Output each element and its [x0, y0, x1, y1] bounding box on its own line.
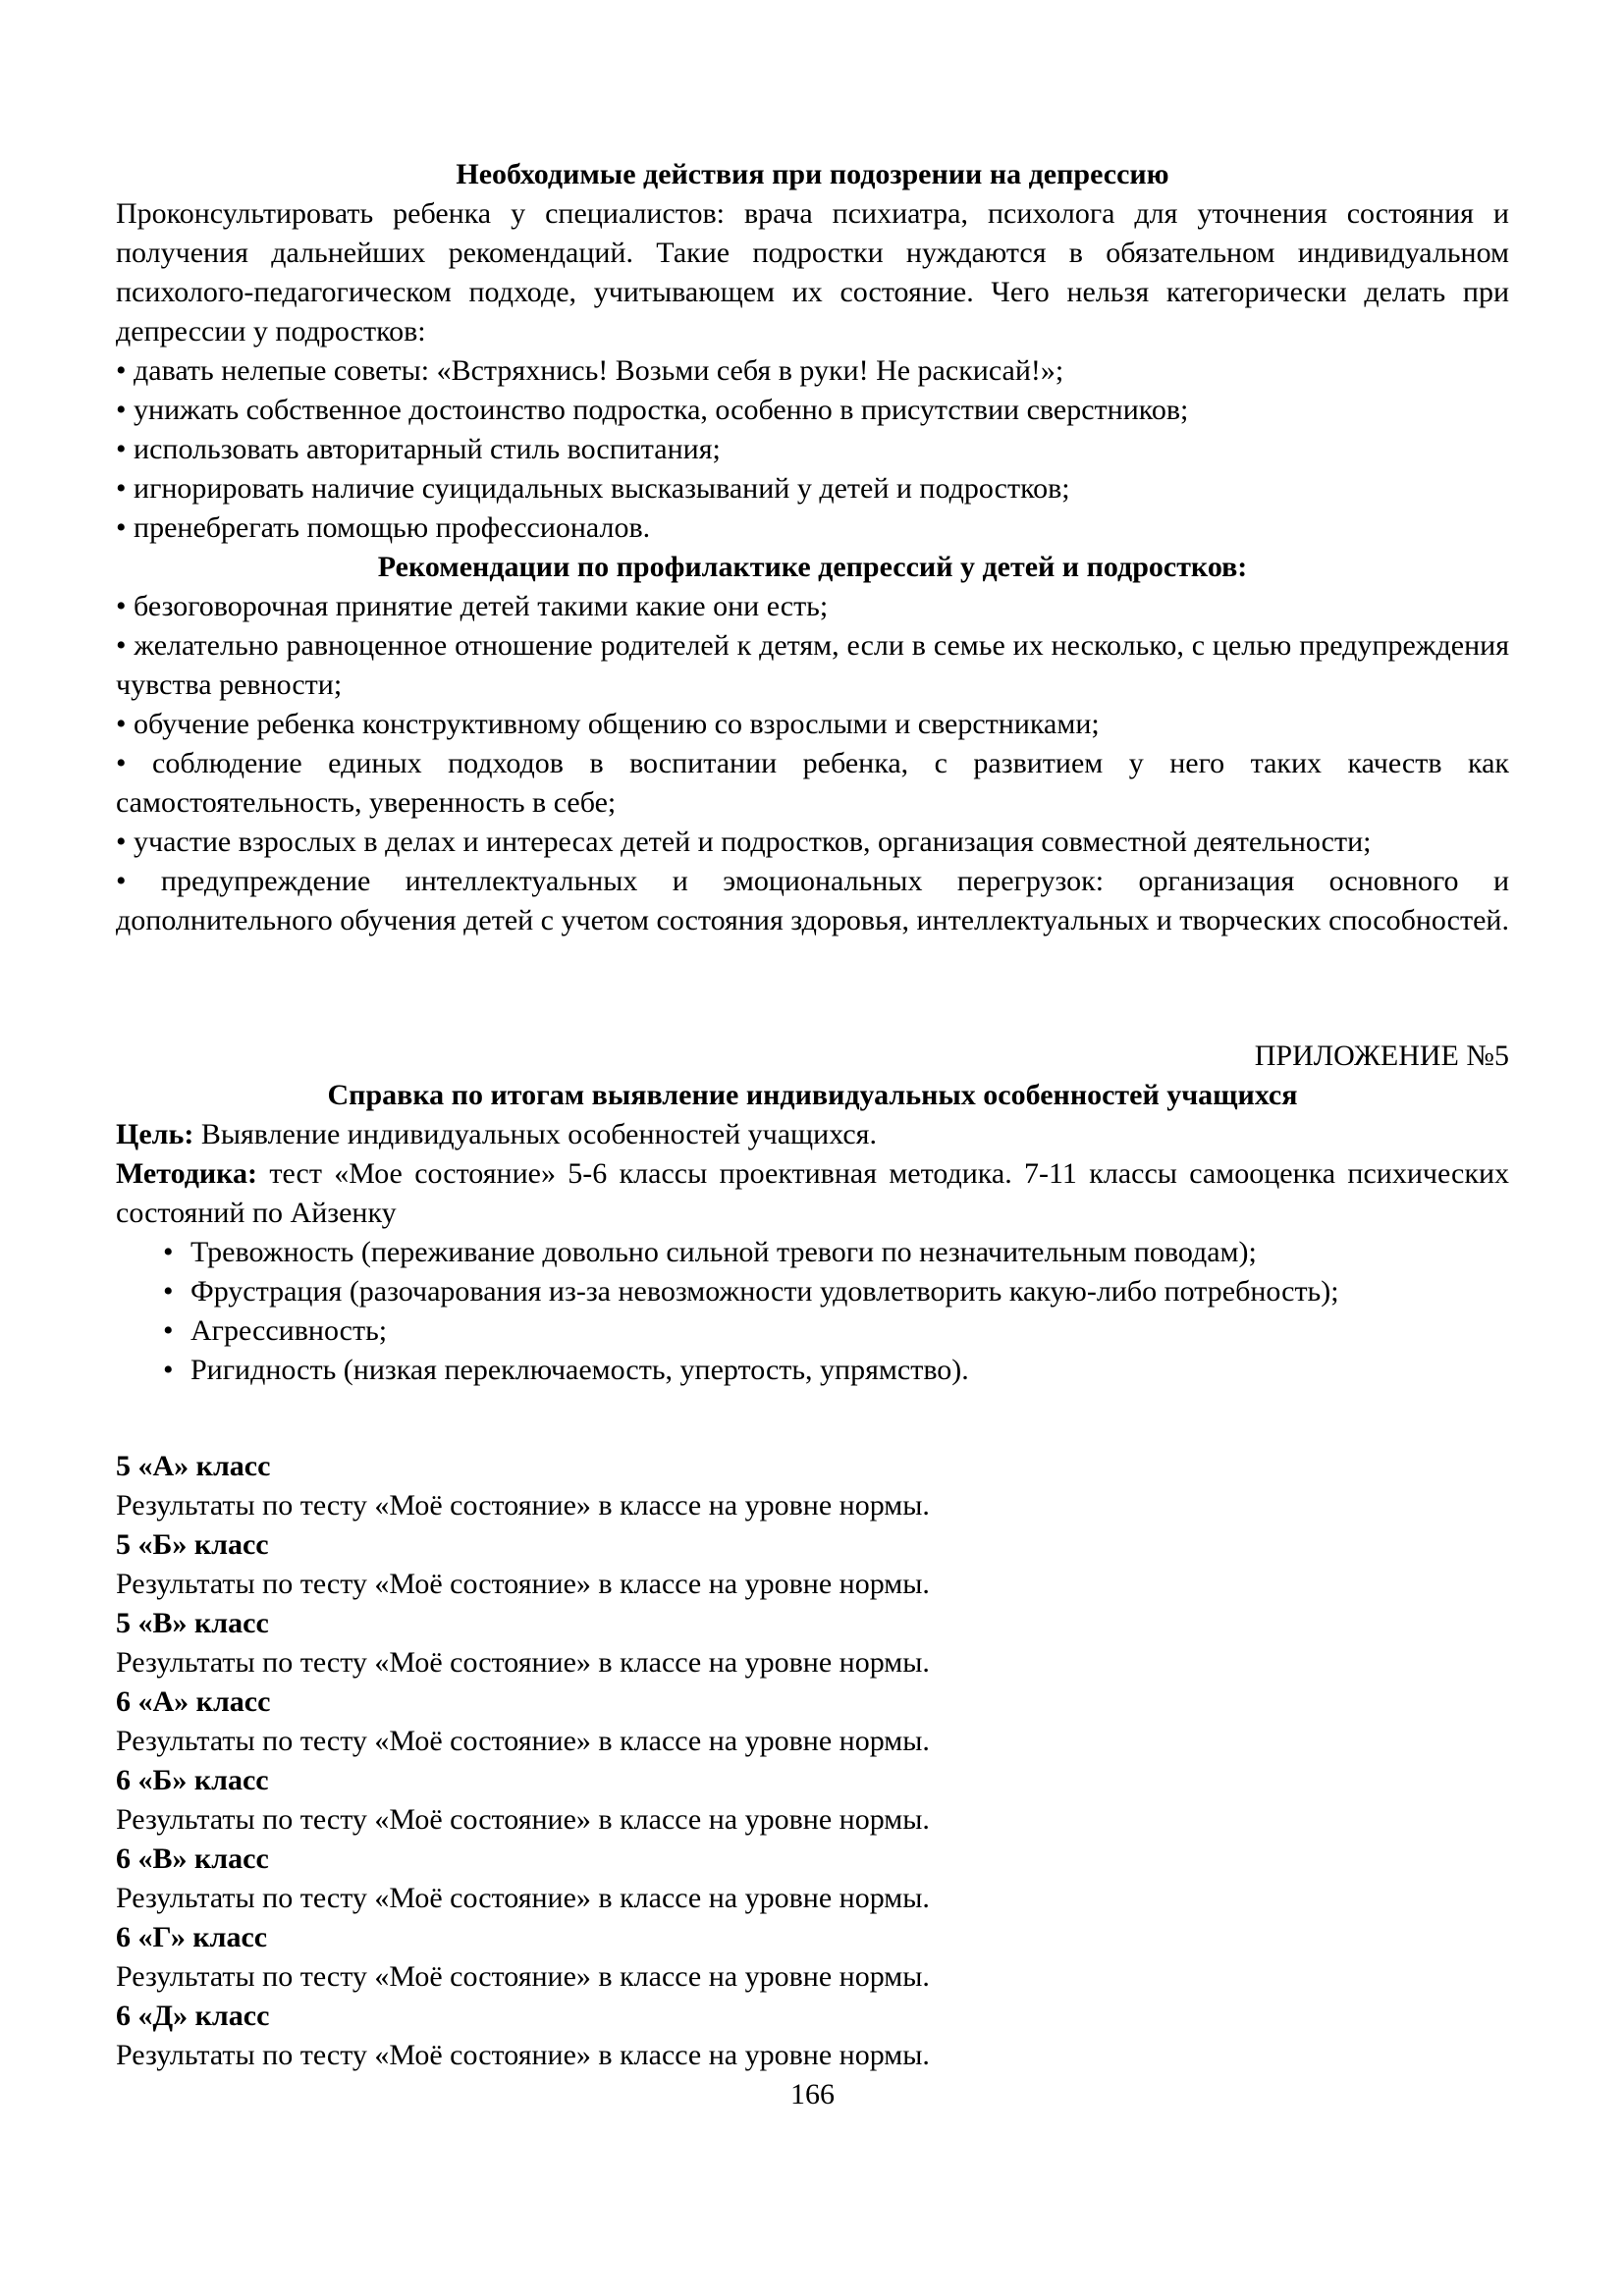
bullet-text: Ригидность (низкая переключаемость, упертость, упрямство).: [190, 1354, 969, 1386]
bullet-marker: •: [116, 394, 127, 426]
bullet-marker: •: [116, 433, 127, 465]
class-name: 6 «Г» класс: [116, 1921, 268, 1953]
bullet-item: [116, 508, 1509, 548]
bullet-marker: •: [116, 511, 127, 544]
bullet-marker: •: [116, 865, 127, 897]
bullet-marker: •: [163, 1314, 174, 1347]
bullet-marker: •: [116, 708, 127, 740]
bullet-marker: •: [163, 1354, 174, 1386]
section1-title: Необходимые действия при подозрении на депрессию: [456, 158, 1169, 190]
vertical-spacer: [116, 940, 1509, 1037]
class-name: 6 «Б» класс: [116, 1764, 269, 1796]
bullet-marker: •: [163, 1275, 174, 1308]
method-text: тест «Мое состояние» 5-6 классы проективная методика. 7-11 классы самооценка психических состояний по Айзенку: [116, 1157, 1509, 1229]
bullet-text: соблюдение единых подходов в воспитании ребенка, с развитием у него таких качеств как самостоятельность, уверенность в себе;: [116, 747, 1509, 819]
page-number: 166: [790, 2078, 835, 2110]
bullet-text: предупреждение интеллектуальных и эмоциональных перегрузок: организация основного и дополнительного обучения детей с учетом состояния здоровья, интеллектуальных и творческих способностей.: [116, 865, 1510, 936]
appendix-title: Справка по итогам выявление индивидуальных особенностей учащихся: [327, 1079, 1298, 1111]
bullet-text: Тревожность (переживание довольно сильной тревоги по незначительным поводам);: [190, 1236, 1257, 1268]
bullet-text: использовать авторитарный стиль воспитания;: [134, 433, 721, 465]
bullet-item: [116, 469, 1509, 508]
class-result: Результаты по тесту «Моё состояние» в классе на уровне нормы.: [116, 2039, 930, 2071]
class-result: Результаты по тесту «Моё состояние» в классе на уровне нормы.: [116, 1489, 930, 1522]
class-result: Результаты по тесту «Моё состояние» в классе на уровне нормы.: [116, 1568, 930, 1600]
bullet-text: давать нелепые советы: «Встряхнись! Возьми себя в руки! Не раскисай!»;: [134, 354, 1064, 387]
bullet-text: Фрустрация (разочарования из-за невозможности удовлетворить какую-либо потребность);: [190, 1275, 1339, 1308]
class-name: 5 «В» класс: [116, 1607, 269, 1639]
bullet-item: [116, 430, 1509, 469]
appendix-bullet-item: [116, 1351, 1509, 1390]
bullet-item: [116, 705, 1509, 744]
bullet-item: [116, 823, 1509, 862]
bullet-marker: •: [116, 629, 127, 662]
appendix-bullet-item: [116, 1233, 1509, 1272]
bullet-marker: •: [116, 826, 127, 858]
appendix-bullet-item: [116, 1311, 1509, 1351]
bullet-marker: •: [163, 1236, 174, 1268]
class-result: Результаты по тесту «Моё состояние» в классе на уровне нормы.: [116, 1803, 930, 1836]
section1-intro-paragraph: Проконсультировать ребенка у специалистов: врача психиатра, психолога для уточнения состояния и получения дальнейших рекомендаций. Такие подростки нуждаются в обязательном индивидуальном психолого-педагогическом подходе, учитывающем их состояние. Чего нельзя категорически делать при депрессии у подростков:: [116, 197, 1509, 347]
bullet-text: желательно равноценное отношение родителей к детям, если в семье их несколько, с целью предупреждения чувства ревности;: [116, 629, 1510, 701]
bullet-marker: •: [116, 590, 127, 622]
class-name: 6 «Д» класс: [116, 2000, 270, 2032]
bullet-text: обучение ребенка конструктивному общению со взрослыми и сверстниками;: [134, 708, 1100, 740]
goal-label: Цель:: [116, 1118, 194, 1150]
method-label: Методика:: [116, 1157, 257, 1190]
bullet-text: участие взрослых в делах и интересах детей и подростков, организация совместной деятельности;: [134, 826, 1372, 858]
goal-line: [116, 1115, 1509, 1154]
method-line: [116, 1154, 1509, 1233]
bullet-text: пренебрегать помощью профессионалов.: [134, 511, 651, 544]
appendix-bullet-item: [116, 1272, 1509, 1311]
class-result: Результаты по тесту «Моё состояние» в классе на уровне нормы.: [116, 1646, 930, 1679]
bullet-item: [116, 351, 1509, 391]
bullet-item: [116, 626, 1509, 705]
class-result: Результаты по тесту «Моё состояние» в классе на уровне нормы.: [116, 1882, 930, 1914]
bullet-text: унижать собственное достоинство подростка, особенно в присутствии сверстников;: [134, 394, 1189, 426]
goal-text: Выявление индивидуальных особенностей учащихся.: [193, 1118, 877, 1150]
appendix-label: ПРИЛОЖЕНИЕ №5: [1254, 1040, 1509, 1072]
class-result: Результаты по тесту «Моё состояние» в классе на уровне нормы.: [116, 1725, 930, 1757]
bullet-marker: •: [116, 747, 127, 779]
bullet-text: безоговорочная принятие детей такими какие они есть;: [134, 590, 829, 622]
class-name: 5 «Б» класс: [116, 1528, 269, 1561]
bullet-marker: •: [116, 472, 127, 505]
bullet-marker: •: [116, 354, 127, 387]
class-name: 6 «В» класс: [116, 1842, 269, 1875]
section2-title: Рекомендации по профилактике депрессий у детей и подростков:: [377, 551, 1248, 583]
class-name: 6 «А» класс: [116, 1685, 271, 1718]
bullet-item: [116, 391, 1509, 430]
class-result: Результаты по тесту «Моё состояние» в классе на уровне нормы.: [116, 1960, 930, 1993]
vertical-spacer: [116, 1390, 1509, 1447]
bullet-item: [116, 744, 1509, 823]
class-name: 5 «А» класс: [116, 1450, 271, 1482]
bullet-item: [116, 587, 1509, 626]
bullet-text: Агрессивность;: [190, 1314, 388, 1347]
bullet-item: [116, 862, 1509, 940]
bullet-text: игнорировать наличие суицидальных высказываний у детей и подростков;: [134, 472, 1070, 505]
